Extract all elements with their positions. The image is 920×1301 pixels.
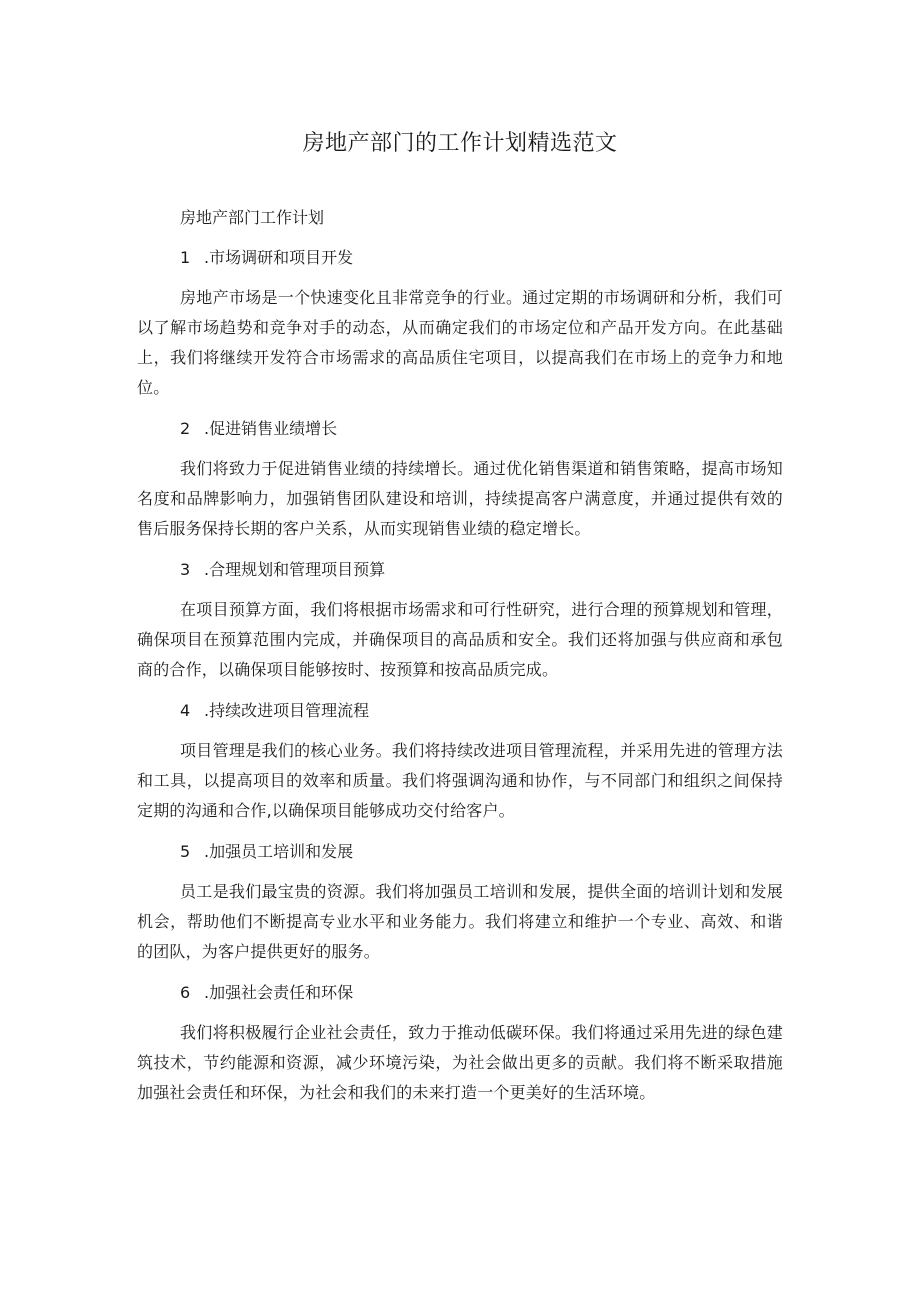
section-heading (137, 837, 783, 877)
section-heading-text: .市场调研和项目开发 (204, 248, 354, 267)
section-number: 3 (180, 560, 191, 579)
section-number: 1 (180, 248, 191, 267)
section-number: 5 (180, 842, 191, 861)
section (137, 978, 783, 1108)
section-paragraph: 我们将致力于促进销售业绩的持续增长。通过优化销售渠道和销售策略，提高市场知名度和品牌影响力，加强销售团队建设和培训，持续提高客户满意度，并通过提供有效的售后服务保持长期的客户关系，从而实现销售业绩的稳定增长。 (137, 459, 783, 538)
section (137, 696, 783, 826)
section-heading-text: .加强员工培训和发展 (204, 842, 354, 861)
section-heading-text: .持续改进项目管理流程 (204, 701, 370, 720)
document-body (137, 203, 783, 1119)
section (137, 555, 783, 685)
section-heading-text: .加强社会责任和环保 (204, 983, 354, 1002)
section-number: 2 (180, 419, 191, 438)
section-heading (137, 555, 783, 595)
section-paragraph: 房地产市场是一个快速变化且非常竞争的行业。通过定期的市场调研和分析，我们可以了解市场趋势和竞争对手的动态，从而确定我们的市场定位和产品开发方向。在此基础上，我们将继续开发符合市场需求的高品质住宅项目，以提高我们在市场上的竞争力和地位。 (137, 288, 783, 397)
document-title: 房地产部门的工作计划精选范文 (302, 131, 618, 156)
section-number: 6 (180, 983, 191, 1002)
section-heading (137, 978, 783, 1018)
section-paragraph: 项目管理是我们的核心业务。我们将持续改进项目管理流程，并采用先进的管理方法和工具，以提高项目的效率和质量。我们将强调沟通和协作，与不同部门和组织之间保持定期的沟通和合作,以确保项目能够成功交付给客户。 (137, 741, 783, 820)
section (137, 837, 783, 967)
section-paragraph: 我们将积极履行企业社会责任，致力于推动低碳环保。我们将通过采用先进的绿色建筑技术，节约能源和资源，减少环境污染，为社会做出更多的贡献。我们将不断采取措施加强社会责任和环保，为社会和我们的未来打造一个更美好的生活环境。 (137, 1023, 783, 1102)
section-number: 4 (180, 701, 191, 720)
document-subtitle: 房地产部门工作计划 (180, 208, 325, 227)
section-heading (137, 243, 783, 283)
section-paragraph: 在项目预算方面，我们将根据市场需求和可行性研究，进行合理的预算规划和管理，确保项目在预算范围内完成，并确保项目的高品质和安全。我们还将加强与供应商和承包商的合作，以确保项目能够按时、按预算和按高品质完成。 (137, 600, 783, 679)
section-heading (137, 414, 783, 454)
section (137, 243, 783, 403)
section-heading (137, 696, 783, 736)
section-heading-text: .合理规划和管理项目预算 (204, 560, 386, 579)
section (137, 414, 783, 544)
section-paragraph: 员工是我们最宝贵的资源。我们将加强员工培训和发展，提供全面的培训计划和发展机会，帮助他们不断提高专业水平和业务能力。我们将建立和维护一个专业、高效、和谐的团队，为客户提供更好的服务。 (137, 882, 783, 961)
section-heading-text: .促进销售业绩增长 (204, 419, 338, 438)
